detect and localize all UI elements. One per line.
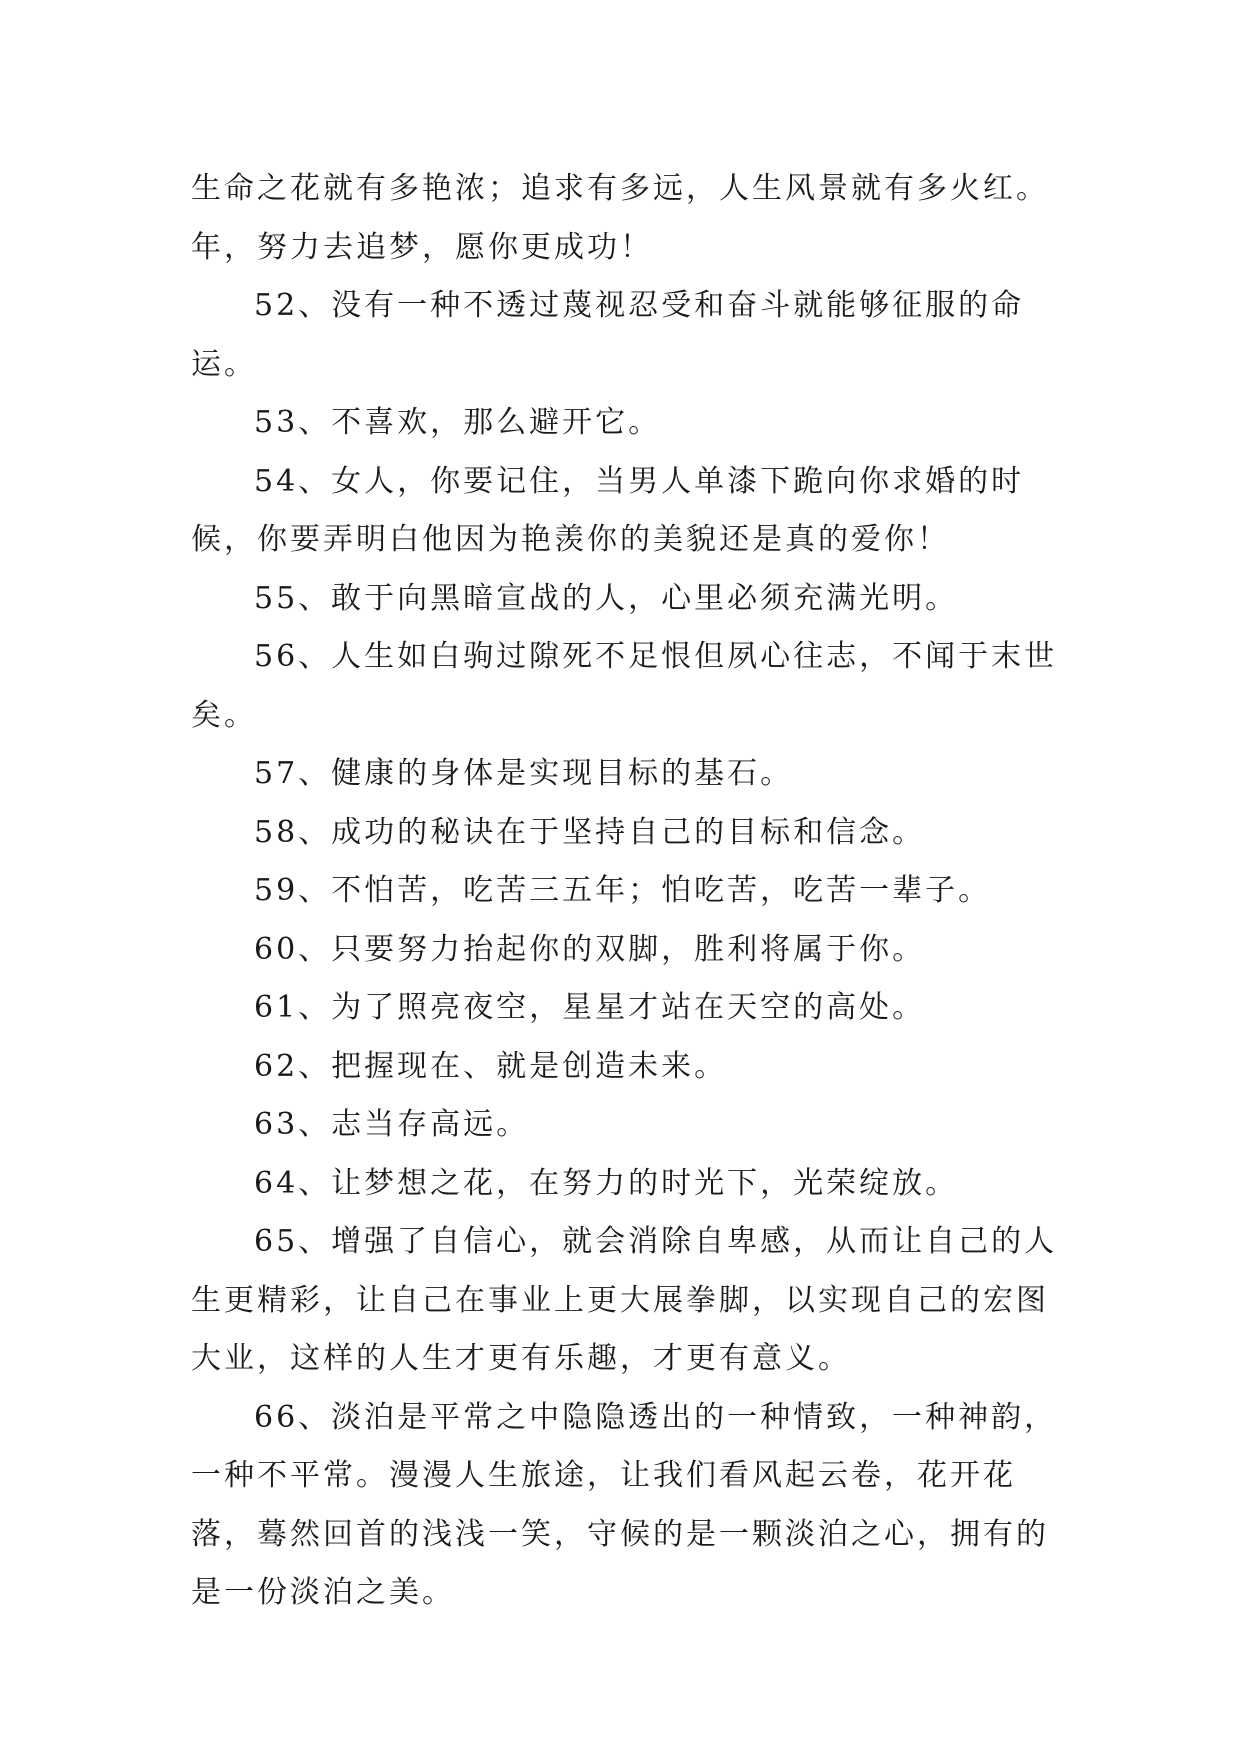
paragraph-63: 63、志当存高远。 bbox=[254, 1107, 530, 1142]
paragraph-62: 62、把握现在、就是创造未来。 bbox=[254, 1048, 728, 1084]
paragraph-52: 52、没有一种不透过蔑视忍受和奋斗就能够征服的命运。 bbox=[191, 288, 1025, 382]
paragraph-54: 54、女人，你要记住，当男人单漆下跪向你求婚的时候，你要弄明白他因为艳羡你的美貌还是真的爱你！ bbox=[191, 463, 1025, 557]
paragraph-59: 59、不怕苦，吃苦三五年；怕吃苦，吃苦一辈子。 bbox=[254, 873, 992, 908]
paragraph-61: 61、为了照亮夜空，星星才站在天空的高处。 bbox=[254, 990, 926, 1025]
paragraph-53: 53、不喜欢，那么避开它。 bbox=[254, 405, 662, 440]
paragraph-56: 56、人生如白驹过隙死不足恨但夙心往志，不闻于末世矣。 bbox=[191, 639, 1058, 733]
paragraph-55: 55、敢于向黑暗宣战的人，心里必须充满光明。 bbox=[254, 580, 959, 616]
paragraph-continuation: 生命之花就有多艳浓；追求有多远，人生风景就有多火红。年，努力去追梦，愿你更成功！ bbox=[191, 171, 1049, 265]
paragraph-64: 64、让梦想之花，在努力的时光下，光荣绽放。 bbox=[254, 1165, 959, 1201]
document-body bbox=[191, 160, 1081, 1623]
paragraph-57: 57、健康的身体是实现目标的基石。 bbox=[254, 756, 794, 791]
paragraph-66: 66、淡泊是平常之中隐隐透出的一种情致，一种神韵，一种不平常。漫漫人生旅途，让我们看风起云卷，花开花落，蓦然回首的浅浅一笑，守候的是一颗淡泊之心，拥有的是一份淡泊之美。 bbox=[191, 1399, 1058, 1610]
paragraph-65: 65、增强了自信心，就会消除自卑感，从而让自己的人生更精彩，让自己在事业上更大展拳脚，以实现自己的宏图大业，这样的人生才更有乐趣，才更有意义。 bbox=[191, 1224, 1058, 1376]
paragraph-60: 60、只要努力抬起你的双脚，胜利将属于你。 bbox=[254, 931, 926, 967]
paragraph-58: 58、成功的秘诀在于坚持自己的目标和信念。 bbox=[254, 814, 926, 850]
